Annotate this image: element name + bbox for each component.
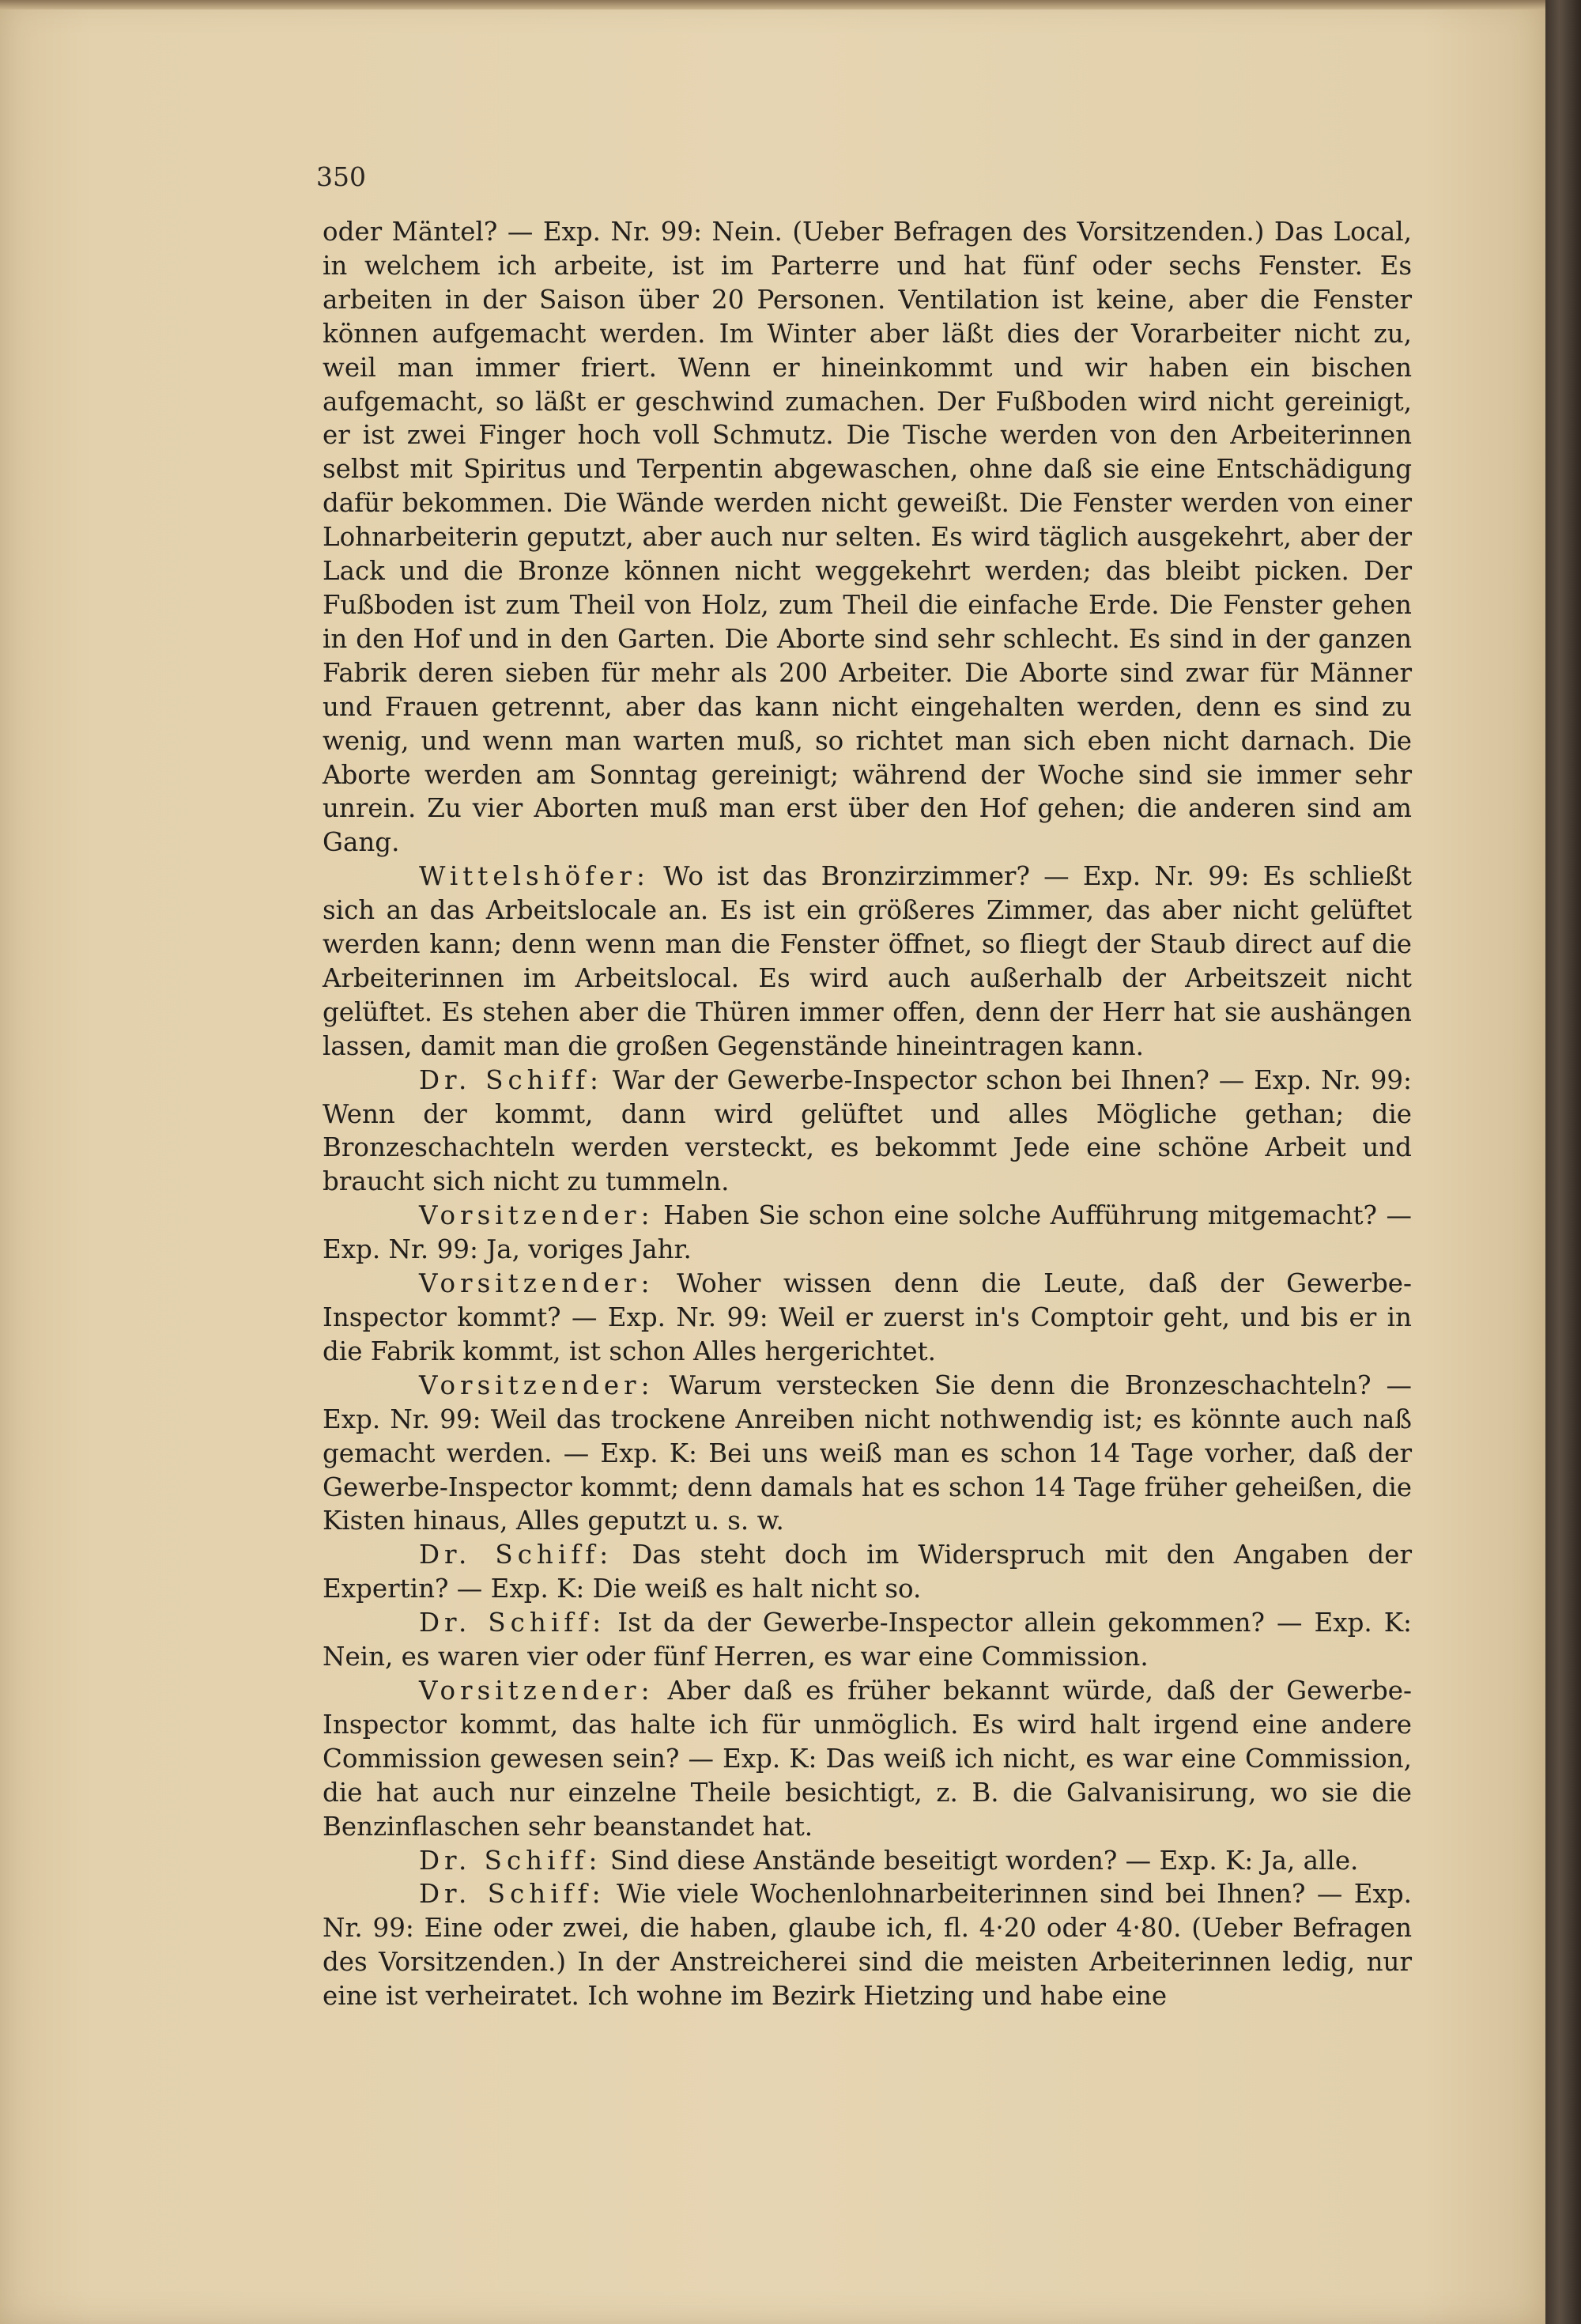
speaker-name: Vorsitzender: (419, 1370, 655, 1400)
paragraph-text: Warum verstecken Sie denn die Bronzeschachteln? — Exp. Nr. 99: Weil das trockene Anreiben nicht nothwendig ist; es könnte auch naß gemacht werden. — Exp. K: Bei uns weiß man es schon 14 Tage vorher, daß der Gewerbe-Inspector kommt; denn damals hat es schon 14 Tage früher geheißen, die Kisten hinaus, Alles geputzt u. s. w. (323, 1370, 1412, 1536)
speaker-name: Wittelshöfer: (419, 861, 650, 892)
speaker-name: Dr. Schiff: (419, 1608, 606, 1638)
speaker-name: Vorsitzender: (419, 1268, 655, 1299)
book-spine (1545, 0, 1581, 2324)
paragraph (323, 1844, 1412, 1878)
paragraph (323, 215, 1412, 860)
speaker-name: Dr. Schiff: (419, 1879, 606, 1910)
paragraph-text: Haben Sie schon eine solche Aufführung mitgemacht? — Exp. Nr. 99: Ja, voriges Jahr. (323, 1200, 1412, 1265)
paragraph (323, 1538, 1412, 1606)
paragraph (323, 1267, 1412, 1369)
paragraph-text: oder Mäntel? — Exp. Nr. 99: Nein. (Ueber Befragen des Vorsitzenden.) Das Local, in welchem ich arbeite, ist im Parterre und hat fünf oder sechs Fenster. Es arbeiten in der Saison über 20 Personen. Ventilation ist keine, aber die Fenster können aufgemacht werden. Im Winter aber läßt dies der Vorarbeiter nicht zu, weil man immer friert. Wenn er hineinkommt und wir haben ein bischen aufgemacht, so läßt er geschwind zumachen. Der Fußboden wird nicht gereinigt, er ist zwei Finger hoch voll Schmutz. Die Tische werden von den Arbeiterinnen selbst mit Spiritus und Terpentin abgewaschen, ohne daß sie eine Entschädigung dafür bekommen. Die Wände werden nicht geweißt. Die Fenster werden von einer Lohnarbeiterin geputzt, aber auch nur selten. Es wird täglich ausgekehrt, aber der Lack und die Bronze können nicht weggekehrt werden; das bleibt picken. Der Fußboden ist zum Theil von Holz, zum Theil die einfache Erde. Die Fenster gehen in den Hof und in den Garten. Die Aborte sind sehr schlecht. Es sind in der ganzen Fabrik deren sieben für mehr als 200 Arbeiter. Die Aborte sind zwar für Männer und Frauen getrennt, aber das kann nicht eingehalten werden, denn es sind zu wenig, und wenn man warten muß, so richtet man sich eben nicht darnach. Die Aborte werden am Sonntag gereinigt; während der Woche sind sie immer sehr unrein. Zu vier Aborten muß man erst über den Hof gehen; die anderen sind am Gang. (323, 217, 1412, 858)
paragraph-text: Wo ist das Bronzirzimmer? — Exp. Nr. 99: Es schließt sich an das Arbeitslocale an. Es ist ein größeres Zimmer, das aber nicht gelüftet werden kann; denn wenn man die Fenster öffnet, so fliegt der Staub direct auf die Arbeiterinnen im Arbeitslocal. Es wird auch außerhalb der Arbeitszeit nicht gelüftet. Es stehen aber die Thüren immer offen, denn der Herr hat sie aushängen lassen, damit man die großen Gegenstände hineintragen kann. (323, 861, 1412, 1061)
paragraph-text: Ist da der Gewerbe-Inspector allein gekommen? — Exp. K: Nein, es waren vier oder fünf Herren, es war eine Commission. (323, 1608, 1412, 1672)
paragraph (323, 1199, 1412, 1267)
paragraph-text: Das steht doch im Widerspruch mit den Angaben der Expertin? — Exp. K: Die weiß es halt nicht so. (323, 1540, 1412, 1604)
speaker-name: Vorsitzender: (419, 1675, 655, 1706)
speaker-name: Dr. Schiff: (419, 1064, 604, 1095)
page-top-edge (0, 0, 1545, 9)
paragraph (323, 1369, 1412, 1539)
paragraph-text: War der Gewerbe-Inspector schon bei Ihnen? — Exp. Nr. 99: Wenn der kommt, dann wird gelüftet und alles Mögliche gethan; die Bronzeschachteln werden versteckt, es bekommt Jede eine schöne Arbeit und braucht sich nicht zu tummeln. (323, 1064, 1413, 1197)
speaker-name: Dr. Schiff: (419, 1845, 602, 1876)
body-text (323, 215, 1412, 2013)
paragraph-text: Sind diese Anstände beseitigt worden? — Exp. K: Ja, alle. (602, 1845, 1359, 1876)
page-number: 350 (316, 161, 366, 192)
speaker-name: Vorsitzender: (419, 1200, 655, 1231)
paragraph-text: Woher wissen denn die Leute, daß der Gewerbe-Inspector kommt? — Exp. Nr. 99: Weil er zuerst in's Comptoir geht, und bis er in die Fabrik kommt, ist schon Alles hergerichtet. (323, 1268, 1412, 1366)
paragraph (323, 1674, 1412, 1844)
paragraph-text: Aber daß es früher bekannt würde, daß der Gewerbe-Inspector kommt, das halte ich für unmöglich. Es wird halt irgend eine andere Commission gewesen sein? — Exp. K: Das weiß ich nicht, es war eine Commission, die hat auch nur einzelne Theile besichtigt, z. B. die Galvanisirung, wo sie die Benzinflaschen sehr beanstandet hat. (323, 1675, 1412, 1842)
paragraph-text: Wie viele Wochenlohnarbeiterinnen sind bei Ihnen? — Exp. Nr. 99: Eine oder zwei, die haben, glaube ich, fl. 4·20 oder 4·80. (Ueber Befragen des Vorsitzenden.) In der Anstreicherei sind die meisten Arbeiterinnen ledig, nur eine ist verheiratet. Ich wohne im Bezirk Hietzing und habe eine (323, 1879, 1412, 2012)
paragraph (323, 1877, 1412, 2013)
paragraph (323, 1064, 1412, 1200)
speaker-name: Dr. Schiff: (419, 1540, 613, 1570)
paragraph (323, 1606, 1412, 1674)
paragraph (323, 860, 1412, 1063)
